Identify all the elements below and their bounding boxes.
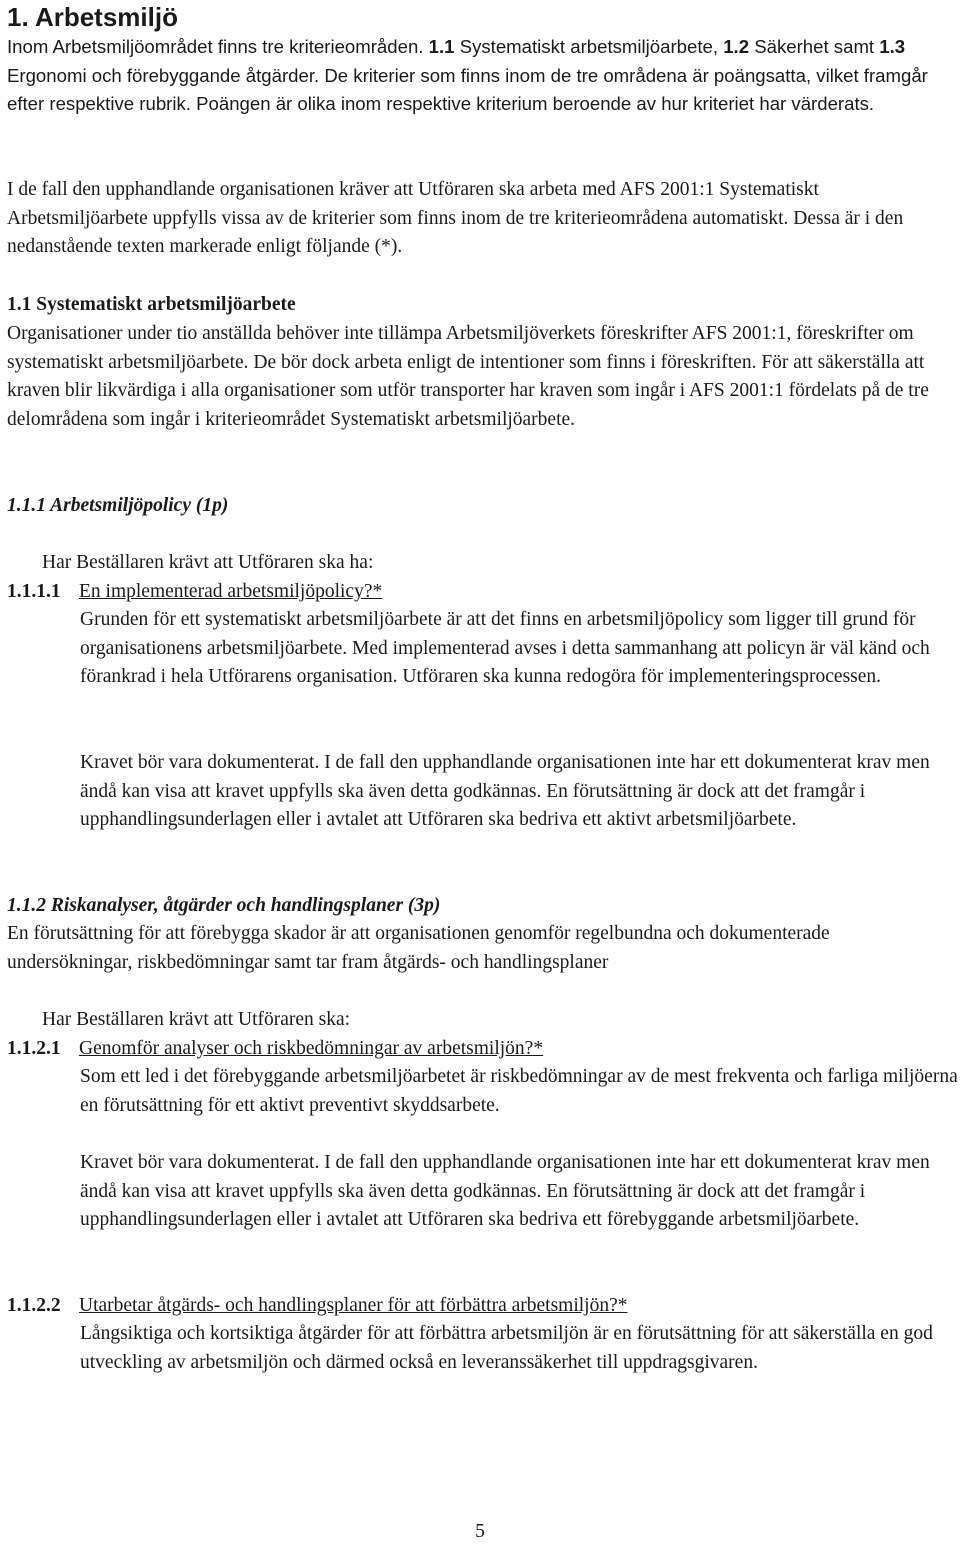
item-heading-1-1-2-1 — [7, 1035, 957, 1064]
item-1-1-1-1-note: Kravet bör vara dokumenterat. I de fall den upphandlande organisationen inte har ett dokumenterat krav men ändå kan visa att kravet uppfylls ska även detta godkännas. En förutsättning är dock att det framgår i upphandlingsunderlagen eller i avtalet att Utföraren ska bedriva ett aktivt arbetsmiljöarbete. — [80, 752, 930, 831]
item-number: 1.1.2.1 — [7, 1038, 61, 1059]
item-title: Genomför analyser och riskbedömningar av arbetsmiljön?* — [79, 1038, 544, 1059]
item-1-1-2-2-body: Långsiktiga och kortsiktiga åtgärder för att förbättra arbetsmiljön är en förutsättning för att säkerställa en god utveckling av arbetsmiljön och därmed också en leveranssäkerhet till uppdragsgivaren. — [80, 1323, 933, 1373]
item-1-1-1-1-body: Grunden för ett systematiskt arbetsmiljöarbete är att det finns en arbetsmiljöpolicy som ligger till grund för organisationens arbetsmiljöarbete. Med implementerad avses i detta sammanhang att policyn är väl känd och förankrad i hela Utförarens organisation. Utföraren ska kunna redogöra för implementeringsprocessen. — [80, 609, 930, 688]
criterion-heading-1-1-1: 1.1.1 Arbetsmiljöpolicy (1p) — [7, 495, 229, 516]
subsection-1-1-body: Organisationer under tio anställda behöver inte tillämpa Arbetsmiljöverkets föreskrifter AFS 2001:1, föreskrifter om systematiskt arbetsmiljöarbete. De bör dock arbeta enligt de intentioner som finns i föreskriften. För att säkerställa att kraven blir likvärdiga i alla organisationer som utför transporter har kraven som ingår i AFS 2001:1 fördelats på de tre delområdena som ingår i kriterieområdet Systematiskt arbetsmiljöarbete. — [7, 323, 929, 430]
item-heading-1-1-1-1 — [7, 578, 957, 607]
intro-paragraph: Inom Arbetsmiljöområdet finns tre kriterieområden. 1.1 Systematiskt arbetsmiljöarbete, 1.2 Säkerhet samt 1.3 Ergonomi och förebyggande åtgärder. De kriterier som finns inom de tre områdena är poängsatta, vilket framgår efter respektive rubrik. Poängen är olika inom respektive kriterium beroende av hur kriteriet har värderats. — [7, 36, 928, 115]
item-title: En implementerad arbetsmiljöpolicy?* — [79, 581, 383, 602]
item-1-1-2-1-body: Som ett led i det förebyggande arbetsmiljöarbetet är riskbedömningar av de mest frekventa och farliga miljöerna en förutsättning för ett aktivt preventivt skyddsarbete. — [80, 1066, 958, 1116]
question-prompt: Har Beställaren krävt att Utföraren ska: — [42, 1009, 351, 1030]
page-number: 5 — [475, 1521, 485, 1542]
criterion-1-1-2-intro: En förutsättning för att förebygga skador är att organisationen genomför regelbundna och dokumenterade undersökningar, riskbedömningar samt tar fram åtgärds- och handlingsplaner — [7, 923, 830, 973]
criterion-heading-1-1-2: 1.1.2 Riskanalyser, åtgärder och handlingsplaner (3p) — [7, 895, 441, 916]
subsection-heading-1-1: 1.1 Systematiskt arbetsmiljöarbete — [7, 294, 296, 315]
item-1-1-2-1-note: Kravet bör vara dokumenterat. I de fall den upphandlande organisationen inte har ett dokumenterat krav men ändå kan visa att kravet uppfylls ska även detta godkännas. En förutsättning är dock att det framgår i upphandlingsunderlagen eller i avtalet att Utföraren ska bedriva ett förebyggande arbetsmiljöarbete. — [80, 1152, 930, 1231]
item-title: Utarbetar åtgärds- och handlingsplaner för att förbättra arbetsmiljön?* — [79, 1295, 628, 1316]
item-heading-1-1-2-2 — [7, 1292, 957, 1321]
item-number: 1.1.2.2 — [7, 1295, 61, 1316]
item-number: 1.1.1.1 — [7, 581, 61, 602]
question-prompt: Har Beställaren krävt att Utföraren ska ha: — [42, 552, 374, 573]
section-heading: 1. Arbetsmiljö — [7, 2, 178, 32]
afs-paragraph: I de fall den upphandlande organisationen kräver att Utföraren ska arbeta med AFS 2001:1 Systematiskt Arbetsmiljöarbete uppfylls vissa av de kriterier som finns inom de tre kriterieområdena automatiskt. Dessa är i den nedanstående texten markerade enligt följande (*). — [7, 179, 904, 258]
